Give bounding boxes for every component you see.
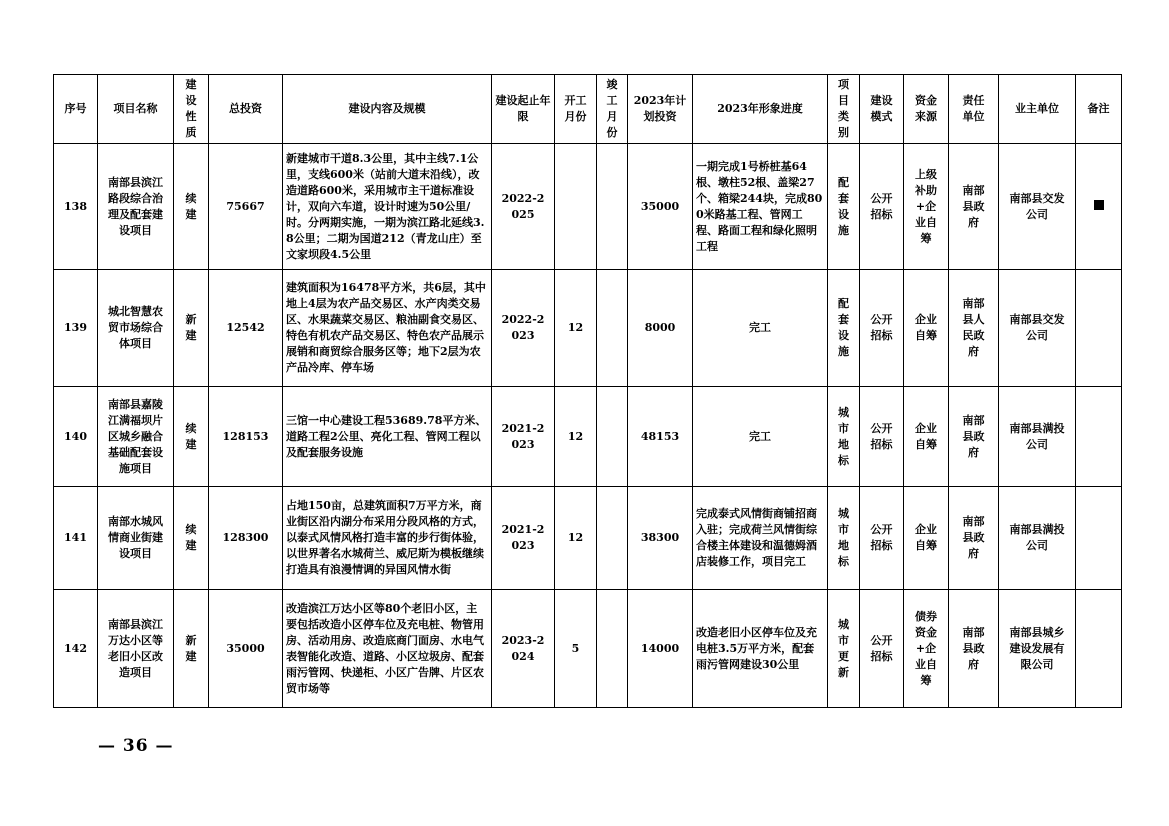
cell-period: 2023-2024 (492, 590, 555, 708)
cell-content: 三馆一中心建设工程53689.78平方米、道路工程2公里、亮化工程、管网工程以及配套服务设施 (283, 387, 492, 487)
cell-start: 12 (555, 270, 597, 387)
table-row (54, 590, 1122, 708)
cell-category: 城市更新 (828, 590, 860, 708)
cell-fund: 上级补助+企业自筹 (904, 144, 949, 270)
cell-nature: 续建 (174, 487, 209, 590)
header-row (54, 75, 1122, 144)
cell-mode: 公开招标 (860, 487, 904, 590)
cell-category: 城市地标 (828, 387, 860, 487)
cell-owner: 南部县城乡建设发展有限公司 (999, 590, 1076, 708)
header-name: 项目名称 (98, 75, 174, 144)
cell-finish (597, 590, 628, 708)
cell-progress: 完工 (693, 270, 828, 387)
cell-note (1076, 387, 1122, 487)
cell-seq: 141 (54, 487, 98, 590)
page-number: — 36 — (98, 736, 174, 756)
header-owner: 业主单位 (999, 75, 1076, 144)
cell-fund: 企业自筹 (904, 487, 949, 590)
header-mode: 建设模式 (860, 75, 904, 144)
cell-content: 占地150亩，总建筑面积7万平方米，商业街区沿内湖分布采用分段风格的方式，以泰式风情风格打造丰富的步行街体验，以世界著名水城荷兰、威尼斯为模板继续打造具有浪漫情调的异国风情水街 (283, 487, 492, 590)
cell-finish (597, 387, 628, 487)
cell-owner: 南部县满投公司 (999, 487, 1076, 590)
cell-start: 12 (555, 487, 597, 590)
header-content: 建设内容及规模 (283, 75, 492, 144)
cell-name: 城北智慧农贸市场综合体项目 (98, 270, 174, 387)
cell-nature: 新建 (174, 590, 209, 708)
cell-start (555, 144, 597, 270)
cell-seq: 138 (54, 144, 98, 270)
header-seq: 序号 (54, 75, 98, 144)
cell-finish (597, 487, 628, 590)
cell-seq: 140 (54, 387, 98, 487)
cell-start: 5 (555, 590, 597, 708)
cell-mode: 公开招标 (860, 387, 904, 487)
cell-resp: 南部县政府 (949, 144, 999, 270)
cell-invest: 75667 (209, 144, 283, 270)
cell-note (1076, 144, 1122, 270)
cell-period: 2022-2025 (492, 144, 555, 270)
cell-note (1076, 590, 1122, 708)
cell-period: 2021-2023 (492, 387, 555, 487)
cell-fund: 债券资金+企业自筹 (904, 590, 949, 708)
cell-mode: 公开招标 (860, 590, 904, 708)
cell-progress: 改造老旧小区停车位及充电桩3.5万平方米，配套雨污管网建设30公里 (693, 590, 828, 708)
cell-period: 2022-2023 (492, 270, 555, 387)
cell-note (1076, 270, 1122, 387)
cell-finish (597, 144, 628, 270)
table-row (54, 487, 1122, 590)
table-row (54, 144, 1122, 270)
cell-resp: 南部县人民政府 (949, 270, 999, 387)
cell-resp: 南部县政府 (949, 487, 999, 590)
cell-note (1076, 487, 1122, 590)
cell-name: 南部县嘉陵江满福坝片区城乡融合基础配套设施项目 (98, 387, 174, 487)
cell-invest: 128153 (209, 387, 283, 487)
table-row (54, 270, 1122, 387)
cell-fund: 企业自筹 (904, 387, 949, 487)
header-progress: 2023年形象进度 (693, 75, 828, 144)
cell-nature: 续建 (174, 144, 209, 270)
note-square-mark (1094, 200, 1104, 210)
cell-progress: 一期完成1号桥桩基64根、墩柱52根、盖梁27个、箱梁244块，完成800米路基工程、管网工程、路面工程和绿化照明工程 (693, 144, 828, 270)
header-plan: 2023年计划投资 (628, 75, 693, 144)
cell-progress: 完工 (693, 387, 828, 487)
cell-plan: 14000 (628, 590, 693, 708)
table-row (54, 387, 1122, 487)
cell-start: 12 (555, 387, 597, 487)
cell-owner: 南部县满投公司 (999, 387, 1076, 487)
cell-nature: 新建 (174, 270, 209, 387)
cell-plan: 35000 (628, 144, 693, 270)
header-finish: 竣工月份 (597, 75, 628, 144)
cell-category: 配套设施 (828, 270, 860, 387)
cell-seq: 139 (54, 270, 98, 387)
cell-plan: 38300 (628, 487, 693, 590)
cell-plan: 8000 (628, 270, 693, 387)
header-fund: 资金来源 (904, 75, 949, 144)
cell-content: 改造滨江万达小区等80个老旧小区，主要包括改造小区停车位及充电桩、物管用房、活动用房、改造底商门面房、水电气表智能化改造、道路、小区垃圾房、配套雨污管网、快递柜、小区广告牌、片区农贸市场等 (283, 590, 492, 708)
cell-category: 配套设施 (828, 144, 860, 270)
project-table (53, 74, 1122, 708)
cell-name: 南部县滨江万达小区等老旧小区改造项目 (98, 590, 174, 708)
header-nature: 建设性质 (174, 75, 209, 144)
cell-content: 新建城市干道8.3公里，其中主线7.1公里，支线600米（站前大道末沿线），改造道路600米，采用城市主干道标准设计，双向六车道，设计时速为50公里/时。分两期实施，一期为滨江路北延线3.8公里；二期为国道212（青龙山庄）至文家坝段4.5公里 (283, 144, 492, 270)
cell-resp: 南部县政府 (949, 590, 999, 708)
header-start: 开工月份 (555, 75, 597, 144)
cell-mode: 公开招标 (860, 144, 904, 270)
cell-fund: 企业自筹 (904, 270, 949, 387)
cell-mode: 公开招标 (860, 270, 904, 387)
cell-period: 2021-2023 (492, 487, 555, 590)
cell-invest: 128300 (209, 487, 283, 590)
header-resp: 责任单位 (949, 75, 999, 144)
cell-progress: 完成泰式风情街商铺招商入驻；完成荷兰风情街综合楼主体建设和温德姆酒店装修工作，项目完工 (693, 487, 828, 590)
cell-finish (597, 270, 628, 387)
cell-owner: 南部县交发公司 (999, 270, 1076, 387)
cell-seq: 142 (54, 590, 98, 708)
cell-nature: 续建 (174, 387, 209, 487)
cell-invest: 35000 (209, 590, 283, 708)
header-invest: 总投资 (209, 75, 283, 144)
cell-invest: 12542 (209, 270, 283, 387)
header-category: 项目类别 (828, 75, 860, 144)
cell-name: 南部县滨江路段综合治理及配套建设项目 (98, 144, 174, 270)
cell-resp: 南部县政府 (949, 387, 999, 487)
header-period: 建设起止年限 (492, 75, 555, 144)
cell-category: 城市地标 (828, 487, 860, 590)
cell-owner: 南部县交发公司 (999, 144, 1076, 270)
header-note: 备注 (1076, 75, 1122, 144)
cell-content: 建筑面积为16478平方米，共6层，其中地上4层为农产品交易区、水产肉类交易区、水果蔬菜交易区、粮油副食交易区、特色有机农产品交易区、特色农产品展示展销和商贸综合服务区等；地下2层为农产品冷库、停车场 (283, 270, 492, 387)
cell-name: 南部水城风情商业街建设项目 (98, 487, 174, 590)
cell-plan: 48153 (628, 387, 693, 487)
